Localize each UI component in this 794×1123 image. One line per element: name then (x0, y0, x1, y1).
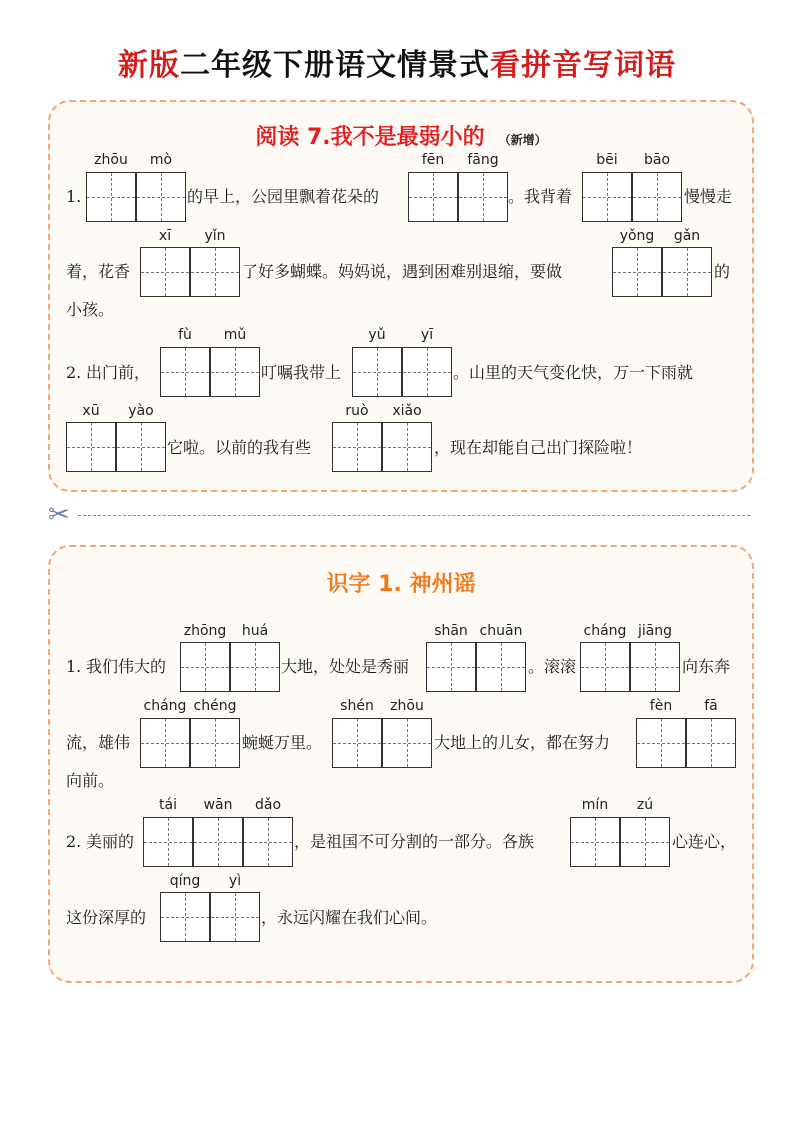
answer-box[interactable] (632, 172, 682, 222)
answer-box[interactable] (193, 817, 243, 867)
question-number: 2. (66, 832, 82, 851)
pinyin: cháng (143, 698, 187, 714)
pinyin: cháng (583, 623, 627, 639)
sentence-text: 我们伟大的 (86, 657, 167, 676)
answer-box[interactable] (630, 642, 680, 692)
sentence-text: 蜿蜒万里。 (242, 733, 323, 752)
pinyin: wān (203, 797, 233, 813)
pinyin: shān (434, 623, 468, 639)
sentence-text: 出门前， (86, 363, 151, 382)
sentence-text: 。我背着 (508, 187, 573, 206)
pinyin: xiǎo (392, 403, 422, 419)
answer-box[interactable] (458, 172, 508, 222)
sentence-text: 着，花香 (66, 262, 131, 281)
sentence-text: ，是祖国不可分割的一部分。各族 (294, 832, 535, 851)
answer-box[interactable] (408, 172, 458, 222)
pinyin: fù (178, 327, 192, 343)
answer-box[interactable] (160, 892, 210, 942)
pinyin: fā (704, 698, 718, 714)
pinyin: chuān (479, 623, 523, 639)
pinyin: gǎn (673, 228, 701, 244)
sentence-text: 的 (714, 262, 731, 281)
pinyin: zhōu (390, 698, 424, 714)
answer-box[interactable] (190, 718, 240, 768)
pinyin: qíng (169, 873, 201, 889)
sentence-text: 。滚滚 (528, 657, 577, 676)
answer-box[interactable] (190, 247, 240, 297)
section-heading: 识字 1. 神州谣 (326, 572, 476, 597)
answer-box[interactable] (402, 347, 452, 397)
answer-box[interactable] (686, 718, 736, 768)
pinyin: bēi (596, 152, 618, 168)
pinyin: mò (149, 152, 173, 168)
answer-box[interactable] (140, 247, 190, 297)
answer-box[interactable] (143, 817, 193, 867)
sentence-text: 向前。 (66, 771, 115, 790)
pinyin: jiāng (637, 623, 673, 639)
answer-box[interactable] (332, 718, 382, 768)
answer-box[interactable] (582, 172, 632, 222)
pinyin: dǎo (254, 797, 282, 813)
pinyin: bāo (643, 152, 671, 168)
pinyin: zhōng (183, 623, 227, 639)
answer-box[interactable] (620, 817, 670, 867)
question-number: 1. (66, 657, 82, 676)
answer-box[interactable] (332, 422, 382, 472)
pinyin: yī (420, 327, 434, 343)
pinyin: xī (158, 228, 172, 244)
pinyin: huá (241, 623, 269, 639)
answer-box[interactable] (476, 642, 526, 692)
answer-box[interactable] (66, 422, 116, 472)
answer-box[interactable] (210, 892, 260, 942)
cut-line (78, 515, 750, 516)
answer-box[interactable] (580, 642, 630, 692)
section-heading: 阅读 7.我不是最弱小的 （新增） (255, 125, 547, 150)
sentence-text: 大地，处处是秀丽 (281, 657, 410, 676)
answer-box[interactable] (636, 718, 686, 768)
answer-box[interactable] (570, 817, 620, 867)
answer-box[interactable] (662, 247, 712, 297)
sentence-text: 这份深厚的 (66, 908, 147, 927)
question-number: 1. (66, 187, 82, 206)
answer-box[interactable] (426, 642, 476, 692)
sentence-text: 慢慢走 (684, 187, 733, 206)
pinyin: ruò (345, 403, 369, 419)
pinyin: shén (340, 698, 374, 714)
answer-box[interactable] (382, 422, 432, 472)
sentence-text: 小孩。 (66, 300, 115, 319)
pinyin: fèn (649, 698, 673, 714)
answer-box[interactable] (612, 247, 662, 297)
sentence-text: 流，雄伟 (66, 733, 131, 752)
sentence-text: 大地上的儿女，都在努力 (434, 733, 611, 752)
sentence-text: 向东奔 (682, 657, 731, 676)
sentence-text: 。山里的天气变化快，万一下雨就 (453, 363, 694, 382)
answer-box[interactable] (116, 422, 166, 472)
answer-box[interactable] (382, 718, 432, 768)
sentence-text: 美丽的 (86, 832, 135, 851)
pinyin: chéng (193, 698, 237, 714)
answer-box[interactable] (136, 172, 186, 222)
pinyin: yǒng (619, 228, 655, 244)
pinyin: zhōu (94, 152, 128, 168)
sentence-text: 叮嘱我带上 (261, 363, 342, 382)
pinyin: fēn (421, 152, 445, 168)
pinyin: yǔ (368, 327, 386, 343)
pinyin: yǐn (204, 228, 226, 244)
sentence-text: 了好多蝴蝶。妈妈说，遇到困难别退缩，要做 (242, 262, 563, 281)
answer-box[interactable] (352, 347, 402, 397)
sentence-text: 心连心， (672, 832, 737, 851)
answer-box[interactable] (180, 642, 230, 692)
pinyin: yì (228, 873, 242, 889)
page-title: 新版二年级下册语文情景式看拼音写词语 (118, 48, 676, 83)
sentence-text: ，永远闪耀在我们心间。 (261, 908, 438, 927)
pinyin: zú (636, 797, 654, 813)
sentence-text: 的早上，公园里飘着花朵的 (187, 187, 380, 206)
pinyin: tái (159, 797, 177, 813)
sentence-text: 它啦。以前的我有些 (167, 438, 312, 457)
pinyin: fāng (467, 152, 499, 168)
answer-box[interactable] (140, 718, 190, 768)
answer-box[interactable] (243, 817, 293, 867)
answer-box[interactable] (160, 347, 210, 397)
sentence-text: ，现在却能自己出门探险啦！ (434, 438, 643, 457)
answer-box[interactable] (230, 642, 280, 692)
pinyin: mín (581, 797, 609, 813)
answer-box[interactable] (210, 347, 260, 397)
scissors-icon: ✂ (48, 500, 70, 530)
pinyin: xū (82, 403, 100, 419)
answer-box[interactable] (86, 172, 136, 222)
pinyin: mǔ (223, 327, 247, 343)
question-number: 2. (66, 363, 82, 382)
pinyin: yào (128, 403, 154, 419)
